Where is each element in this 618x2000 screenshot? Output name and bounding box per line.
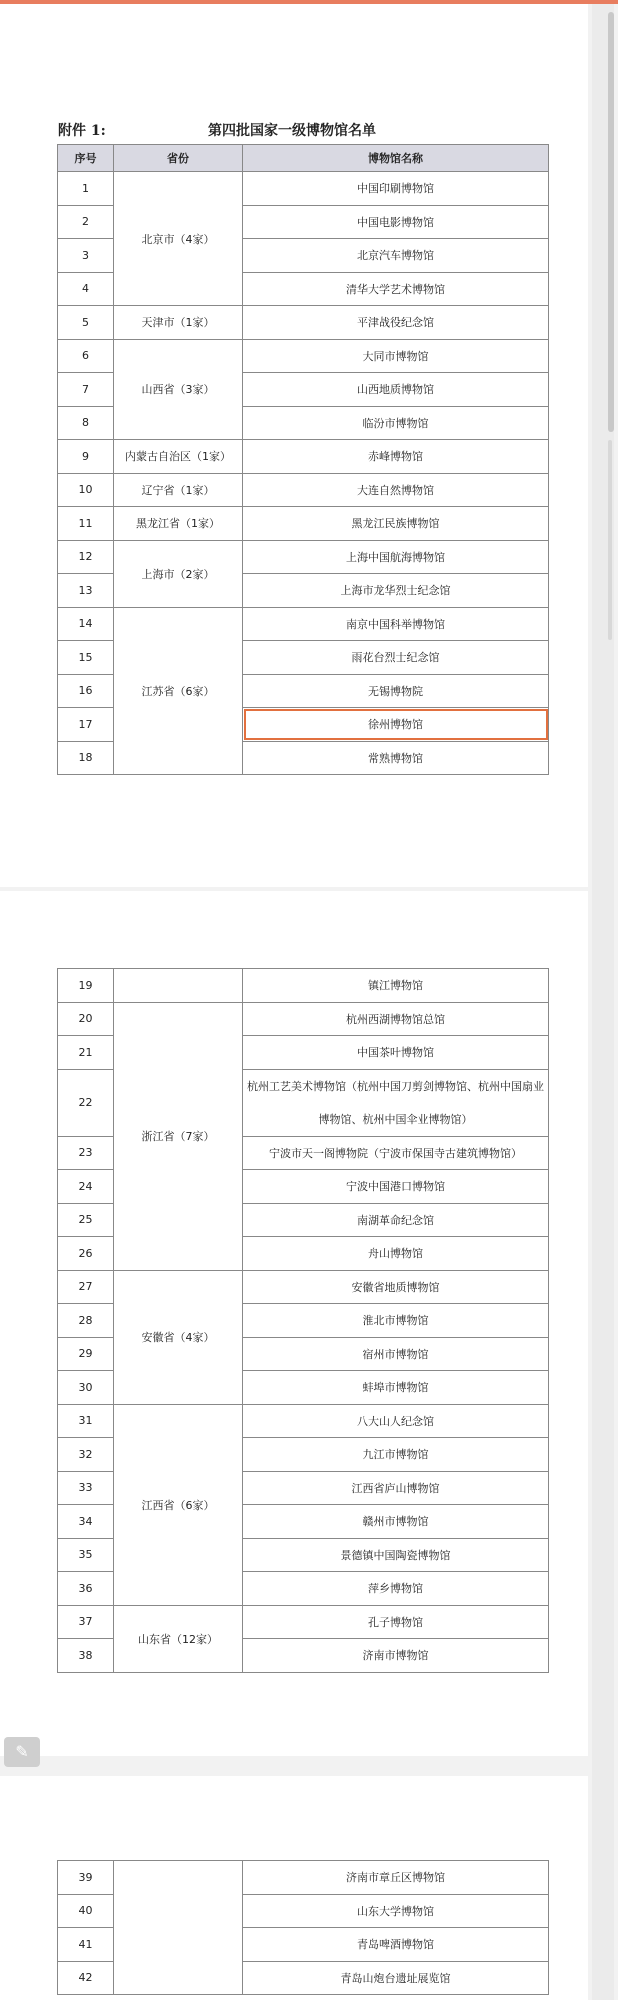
- cell-no: 37: [58, 1605, 114, 1639]
- cell-museum: 中国电影博物馆: [243, 205, 549, 239]
- cell-no: 4: [58, 272, 114, 306]
- cell-museum: 杭州西湖博物馆总馆: [243, 1002, 549, 1036]
- cell-no: 29: [58, 1337, 114, 1371]
- table-row: [58, 969, 549, 1003]
- cell-no: 12: [58, 540, 114, 574]
- scrollbar-thumb-secondary[interactable]: [608, 440, 612, 640]
- table-row: [58, 507, 549, 541]
- museum-table-page-1: [57, 144, 549, 775]
- cell-museum: 无锡博物院: [243, 674, 549, 708]
- cell-no: 27: [58, 1270, 114, 1304]
- cell-no: 33: [58, 1471, 114, 1505]
- cell-province: 江苏省（6家）: [114, 607, 243, 775]
- cell-museum: 赤峰博物馆: [243, 440, 549, 474]
- cell-province: 天津市（1家）: [114, 306, 243, 340]
- document-title-row: [58, 120, 558, 140]
- table-row: [58, 1404, 549, 1438]
- cell-museum: 南湖革命纪念馆: [243, 1203, 549, 1237]
- cell-no: 8: [58, 406, 114, 440]
- cell-no: 28: [58, 1304, 114, 1338]
- table-row: [58, 339, 549, 373]
- cell-province: 浙江省（7家）: [114, 1002, 243, 1270]
- cell-province: [114, 969, 243, 1003]
- pencil-icon[interactable]: ✎: [4, 1737, 40, 1767]
- table-row: [58, 1270, 549, 1304]
- header-museum: 博物馆名称: [243, 145, 549, 172]
- cell-no: 38: [58, 1639, 114, 1673]
- cell-no: 23: [58, 1136, 114, 1170]
- cell-museum: 大同市博物馆: [243, 339, 549, 373]
- cell-no: 20: [58, 1002, 114, 1036]
- cell-museum: 北京汽车博物馆: [243, 239, 549, 273]
- cell-museum: 景德镇中国陶瓷博物馆: [243, 1538, 549, 1572]
- cell-museum: 济南市章丘区博物馆: [243, 1861, 549, 1895]
- cell-no: 25: [58, 1203, 114, 1237]
- cell-museum: 常熟博物馆: [243, 741, 549, 775]
- cell-no: 16: [58, 674, 114, 708]
- cell-province: 黑龙江省（1家）: [114, 507, 243, 541]
- cell-museum: 山东大学博物馆: [243, 1894, 549, 1928]
- cell-no: 2: [58, 205, 114, 239]
- cell-no: 9: [58, 440, 114, 474]
- header-province: 省份: [114, 145, 243, 172]
- museum-table-page-3: [57, 1860, 549, 1995]
- cell-museum: 大连自然博物馆: [243, 473, 549, 507]
- cell-no: 11: [58, 507, 114, 541]
- table-row: [58, 1605, 549, 1639]
- cell-museum: 安徽省地质博物馆: [243, 1270, 549, 1304]
- cell-no: 13: [58, 574, 114, 608]
- cell-museum: 江西省庐山博物馆: [243, 1471, 549, 1505]
- header-no: 序号: [58, 145, 114, 172]
- cell-province: [114, 1861, 243, 1995]
- cell-museum: 南京中国科举博物馆: [243, 607, 549, 641]
- cell-no: 40: [58, 1894, 114, 1928]
- cell-province: 北京市（4家）: [114, 172, 243, 306]
- cell-no: 42: [58, 1961, 114, 1995]
- cell-museum-highlighted: 徐州博物馆: [243, 708, 549, 742]
- cell-museum: 镇江博物馆: [243, 969, 549, 1003]
- cell-museum: 萍乡博物馆: [243, 1572, 549, 1606]
- cell-no: 10: [58, 473, 114, 507]
- cell-province: 上海市（2家）: [114, 540, 243, 607]
- cell-museum: 黑龙江民族博物馆: [243, 507, 549, 541]
- cell-no: 32: [58, 1438, 114, 1472]
- table-row: [58, 306, 549, 340]
- cell-museum: 宁波中国港口博物馆: [243, 1170, 549, 1204]
- table-row: [58, 440, 549, 474]
- cell-no: 19: [58, 969, 114, 1003]
- cell-province: 内蒙古自治区（1家）: [114, 440, 243, 474]
- cell-no: 5: [58, 306, 114, 340]
- table-row: [58, 1861, 549, 1895]
- cell-no: 21: [58, 1036, 114, 1070]
- table-row: [58, 172, 549, 206]
- cell-no: 6: [58, 339, 114, 373]
- cell-museum: 舟山博物馆: [243, 1237, 549, 1271]
- cell-museum: 中国印刷博物馆: [243, 172, 549, 206]
- scrollbar-thumb[interactable]: [608, 12, 614, 432]
- cell-museum: 孔子博物馆: [243, 1605, 549, 1639]
- cell-no: 15: [58, 641, 114, 675]
- cell-no: 36: [58, 1572, 114, 1606]
- cell-museum: 平津战役纪念馆: [243, 306, 549, 340]
- cell-province: 山西省（3家）: [114, 339, 243, 440]
- cell-museum: 蚌埠市博物馆: [243, 1371, 549, 1405]
- page-title: 第四批国家一级博物馆名单: [208, 123, 376, 139]
- cell-no: 41: [58, 1928, 114, 1962]
- cell-museum: 宿州市博物馆: [243, 1337, 549, 1371]
- cell-museum: 八大山人纪念馆: [243, 1404, 549, 1438]
- cell-province: 江西省（6家）: [114, 1404, 243, 1605]
- cell-museum: 济南市博物馆: [243, 1639, 549, 1673]
- cell-museum: 杭州工艺美术博物馆（杭州中国刀剪剑博物馆、杭州中国扇业博物馆、杭州中国伞业博物馆）: [243, 1069, 549, 1136]
- cell-museum: 九江市博物馆: [243, 1438, 549, 1472]
- cell-no: 22: [58, 1069, 114, 1136]
- cell-no: 39: [58, 1861, 114, 1895]
- cell-no: 14: [58, 607, 114, 641]
- museum-table-page-2: [57, 968, 549, 1673]
- cell-province: 辽宁省（1家）: [114, 473, 243, 507]
- table-row: [58, 607, 549, 641]
- cell-museum: 淮北市博物馆: [243, 1304, 549, 1338]
- cell-no: 18: [58, 741, 114, 775]
- cell-museum: 中国茶叶博物馆: [243, 1036, 549, 1070]
- cell-no: 31: [58, 1404, 114, 1438]
- table-row: [58, 1002, 549, 1036]
- cell-no: 17: [58, 708, 114, 742]
- cell-museum: 临汾市博物馆: [243, 406, 549, 440]
- annex-label: 附件 1:: [58, 123, 106, 139]
- cell-province: 安徽省（4家）: [114, 1270, 243, 1404]
- table-row: [58, 540, 549, 574]
- cell-museum: 清华大学艺术博物馆: [243, 272, 549, 306]
- cell-museum: 山西地质博物馆: [243, 373, 549, 407]
- cell-museum: 赣州市博物馆: [243, 1505, 549, 1539]
- cell-no: 7: [58, 373, 114, 407]
- cell-museum: 青岛啤酒博物馆: [243, 1928, 549, 1962]
- cell-no: 1: [58, 172, 114, 206]
- cell-no: 34: [58, 1505, 114, 1539]
- cell-no: 30: [58, 1371, 114, 1405]
- cell-museum: 青岛山炮台遗址展览馆: [243, 1961, 549, 1995]
- table-row: [58, 473, 549, 507]
- cell-museum: 宁波市天一阁博物院（宁波市保国寺古建筑博物馆）: [243, 1136, 549, 1170]
- cell-no: 26: [58, 1237, 114, 1271]
- cell-no: 35: [58, 1538, 114, 1572]
- cell-no: 24: [58, 1170, 114, 1204]
- cell-museum: 上海中国航海博物馆: [243, 540, 549, 574]
- cell-no: 3: [58, 239, 114, 273]
- cell-museum: 上海市龙华烈士纪念馆: [243, 574, 549, 608]
- cell-museum: 雨花台烈士纪念馆: [243, 641, 549, 675]
- cell-province: 山东省（12家）: [114, 1605, 243, 1672]
